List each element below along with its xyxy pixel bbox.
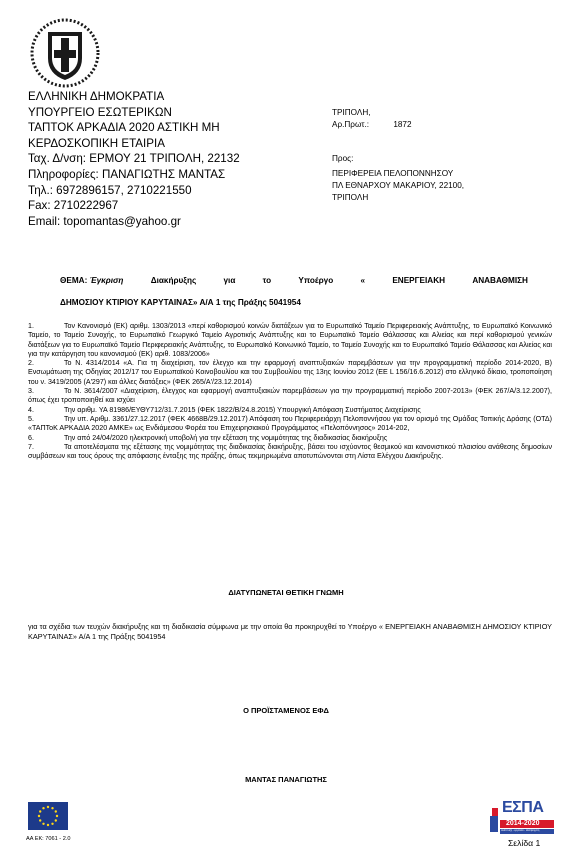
list-item bbox=[28, 359, 552, 387]
opinion-heading: ΔΙΑΤΥΠΩΝΕΤΑΙ ΘΕΤΙΚΗ ΓΝΩΜΗ bbox=[228, 588, 344, 597]
signatory-title: Ο ΠΡΟΪΣΤΑΜΕΝΟΣ ΕΦΔ bbox=[243, 706, 329, 715]
protocol-number: 1872 bbox=[393, 120, 412, 129]
list-item-text: Το Ν. 3614/2007 «Διαχείριση, έλεγχος και εφαρμογή αναπτυξιακών παρεμβάσεων για την προγραμματική περίοδο 2007-2013» (ΦΕΚ 267/Α/3.12.2007), όπως έχει τροποποιηθεί και ισχύει bbox=[28, 387, 552, 405]
subject-word: για bbox=[223, 276, 236, 285]
sender-line: ΚΕΡΔΟΣΚΟΠΙΚΗ ΕΤΑΙΡΙΑ bbox=[28, 136, 165, 150]
subject-line-1 bbox=[60, 270, 528, 292]
eu-star-icon bbox=[55, 810, 57, 812]
subject-label: ΘΕΜΑ: bbox=[60, 276, 88, 285]
eu-star-icon bbox=[39, 819, 41, 821]
list-item-text: Την υπ. Αριθμ. 3361/27.12.2017 (ΦΕΚ 4668Β/29.12.2017) Απόφαση του Περιφερειάρχη Πελοποννήσου για τον ορισμό της Ομάδας Τοπικής Δράσης (ΟΤΔ) «ΤΑΠΤοΚ ΑΡΚΑΔΙΑ 2020 ΑΜΚΕ» ως Ενδιάμεσου Φορέα του Επιχειρησιακού Προγράμματος «Πελοπόννησος» 2014-202, bbox=[28, 414, 552, 433]
eu-star-icon bbox=[38, 815, 40, 817]
eu-flag-icon bbox=[28, 802, 68, 830]
list-item bbox=[28, 322, 552, 359]
considerations-list bbox=[28, 322, 552, 461]
list-item-number: 3. bbox=[28, 387, 34, 396]
espa-tagline: ανάπτυξη - εργασία - αλληλεγγύη bbox=[501, 829, 540, 832]
sender-phone: Τηλ.: 6972896157, 2710221550 bbox=[28, 183, 192, 197]
sender-line: ΥΠΟΥΡΓΕΙΟ ΕΣΩΤΕΡΙΚΩΝ bbox=[28, 105, 172, 119]
recipient-line: ΠΛ ΕΘΝΑΡΧΟΥ ΜΑΚΑΡΙΟΥ, 22100, bbox=[332, 181, 465, 190]
eu-star-icon bbox=[56, 815, 58, 817]
eu-caption: ΑΑ ΕΚ: 7061 - 2.0 bbox=[26, 836, 71, 842]
list-item-number: 1. bbox=[28, 322, 34, 330]
eu-star-icon bbox=[42, 807, 44, 809]
sender-line: ΤΑΠΤΟΚ ΑΡΚΑΔΙΑ 2020 ΑΣΤΙΚΗ ΜΗ bbox=[28, 121, 220, 135]
list-item-number: 2. bbox=[28, 359, 34, 368]
subject-word: « bbox=[360, 276, 366, 285]
eu-star-icon bbox=[39, 810, 41, 812]
list-item bbox=[28, 434, 552, 443]
list-item bbox=[28, 387, 552, 406]
list-item-number: 6. bbox=[28, 433, 34, 442]
subject-word: Έγκριση bbox=[89, 276, 124, 285]
sender-fax: Fax: 2710222967 bbox=[28, 199, 119, 213]
recipient-line: ΤΡΙΠΟΛΗ bbox=[332, 193, 369, 202]
recipient-label: Προς: bbox=[332, 154, 354, 163]
signatory-name: ΜΑΝΤΑΣ ΠΑΝΑΓΙΩΤΗΣ bbox=[245, 775, 327, 784]
greek-coat-of-arms-icon bbox=[30, 18, 100, 88]
subject-word: ΑΝΑΒΑΘΜΙΣΗ bbox=[472, 276, 528, 285]
subject bbox=[60, 270, 528, 314]
list-item-number: 7. bbox=[28, 442, 34, 451]
list-item bbox=[28, 415, 552, 434]
eu-star-icon bbox=[42, 823, 44, 825]
list-item-text: Τον Κανονισμό (ΕΚ) αριθμ. 1303/2013 «περί καθορισμού κοινών διατάξεων για το Ευρωπαϊκό Ταμείο Περιφερειακής Ανάπτυξης, το Ευρωπαϊκό Κοινωνικό Ταμείο, το Ταμείο Συνοχής, το Ευρωπαϊκό Γεωργικό Ταμείο Αγροτικής Ανάπτυξης και το Ευρωπαϊκό Ταμείο Θάλασσας και Αλιείας και περί καθορισμού γενικών διατάξεων για το Ευρωπαϊκό Ταμείο Περιφερειακής Ανάπτυξης, το Ευρωπαϊκό Κοινωνικό Ταμείο, το Ταμείο Συνοχής και το Ευρωπαϊκό Ταμείο Θάλασσας και Αλιείας και για την κατάργηση του κανονισμού (ΕΚ) αριθ. 1083/2006» bbox=[28, 322, 552, 358]
protocol bbox=[332, 119, 464, 131]
recipient-line: ΠΕΡΙΦΕΡΕΙΑ ΠΕΛΟΠΟΝΝΗΣΟΥ bbox=[332, 169, 454, 178]
espa-years: 2014-2020 bbox=[506, 820, 540, 827]
page-number: Σελίδα 1 bbox=[508, 838, 541, 848]
list-item-text: Την αριθμ. ΥΑ 81986/ΕΥΘΥ712/31.7.2015 (ΦΕΚ 1822/Β/24.8.2015) Υπουργική Απόφαση Συστήματος Διαχείρισης bbox=[64, 405, 421, 414]
header-right bbox=[332, 107, 464, 204]
subject-line-2: ΔΗΜΟΣΙΟΥ ΚΤΙΡΙΟΥ ΚΑΡΥΤΑΙΝΑΣ» Α/Α 1 της Πράξης 5041954 bbox=[60, 298, 301, 307]
list-item-text: Τα αποτελέσματα της εξέτασης της νομιμότητας της διαδικασίας διακήρυξης, βάσει του ισχύοντος θεσμικού και κανονιστικού πλαισίου ανάθεσης δημοσίων συμβάσεων και τους όρους της απόφασης ένταξης της πράξης, όπως τεκμηριωμένα αποτυπώνονται στη Λίστα Ελέγχου Διακήρυξης. bbox=[28, 442, 552, 461]
espa-logo bbox=[490, 798, 554, 836]
list-item bbox=[28, 406, 552, 415]
sender-email: Email: topomantas@yahoo.gr bbox=[28, 214, 181, 228]
eu-star-icon bbox=[47, 806, 49, 808]
place: ΤΡΙΠΟΛΗ, bbox=[332, 108, 371, 117]
eu-star-icon bbox=[51, 823, 53, 825]
list-item bbox=[28, 443, 552, 462]
list-item-text: Την από 24/04/2020 ηλεκτρονική υποβολή για την εξέταση της νομιμότητας της διαδικασίας διακήρυξης bbox=[64, 433, 388, 442]
sender-line: ΕΛΛΗΝΙΚΗ ΔΗΜΟΚΡΑΤΙΑ bbox=[28, 90, 165, 103]
eu-star-icon bbox=[51, 807, 53, 809]
list-item-text: Το Ν. 4314/2014 «Α. Για τη διαχείριση, τον έλεγχο και την εφαρμογή αναπτυξιακών παρεμβάσεων για την προγραμματική περίοδο 2014-2020, Β) Ενσωμάτωση της Οδηγίας 2012/17 του Ευρωπαϊκού Κοινοβουλίου και του Συμβουλίου της 13ης Ιουνίου 2012 (ΕΕ L 156/16.6.2012) στο ελληνικό δίκαιο, τροποποίηση του ν. 3419/2005 (Α'297) και άλλες διατάξεις» (ΦΕΚ 265/Α'/23.12.2014) bbox=[28, 359, 552, 386]
list-item-number: 5. bbox=[28, 414, 34, 423]
subject-word: ΕΝΕΡΓΕΙΑΚΗ bbox=[392, 276, 446, 285]
subject-word: Υποέργο bbox=[298, 276, 334, 285]
sender-address: Ταχ. Δ/νση: ΕΡΜΟΥ 21 ΤΡΙΠΟΛΗ, 22132 bbox=[28, 152, 240, 166]
sender-block bbox=[28, 89, 240, 229]
protocol-label: Αρ.Πρωτ.: bbox=[332, 120, 370, 129]
sender-contact-person: Πληροφορίες: ΠΑΝΑΓΙΩΤΗΣ ΜΑΝΤΑΣ bbox=[28, 167, 226, 181]
subject-word: Διακήρυξης bbox=[150, 276, 197, 285]
opinion-text: για τα σχέδια των τευχών διακήρυξης και τη διαδικασία σύμφωνα με την οποία θα προκηρυχθεί το Υποέργο « ΕΝΕΡΓΕΙΑΚΗ ΑΝΑΒΑΘΜΙΣΗ ΔΗΜΟΣΙΟΥ ΚΤΙΡΙΟΥ ΚΑΡΥΤΑΙΝΑΣ» Α/Α 1 της Πράξης 5041954 bbox=[28, 622, 552, 641]
eu-star-icon bbox=[47, 824, 49, 826]
subject-word: το bbox=[262, 276, 272, 285]
eu-star-icon bbox=[55, 819, 57, 821]
espa-logo-text: ΕΣΠΑ bbox=[502, 799, 544, 816]
list-item-number: 4. bbox=[28, 405, 34, 414]
